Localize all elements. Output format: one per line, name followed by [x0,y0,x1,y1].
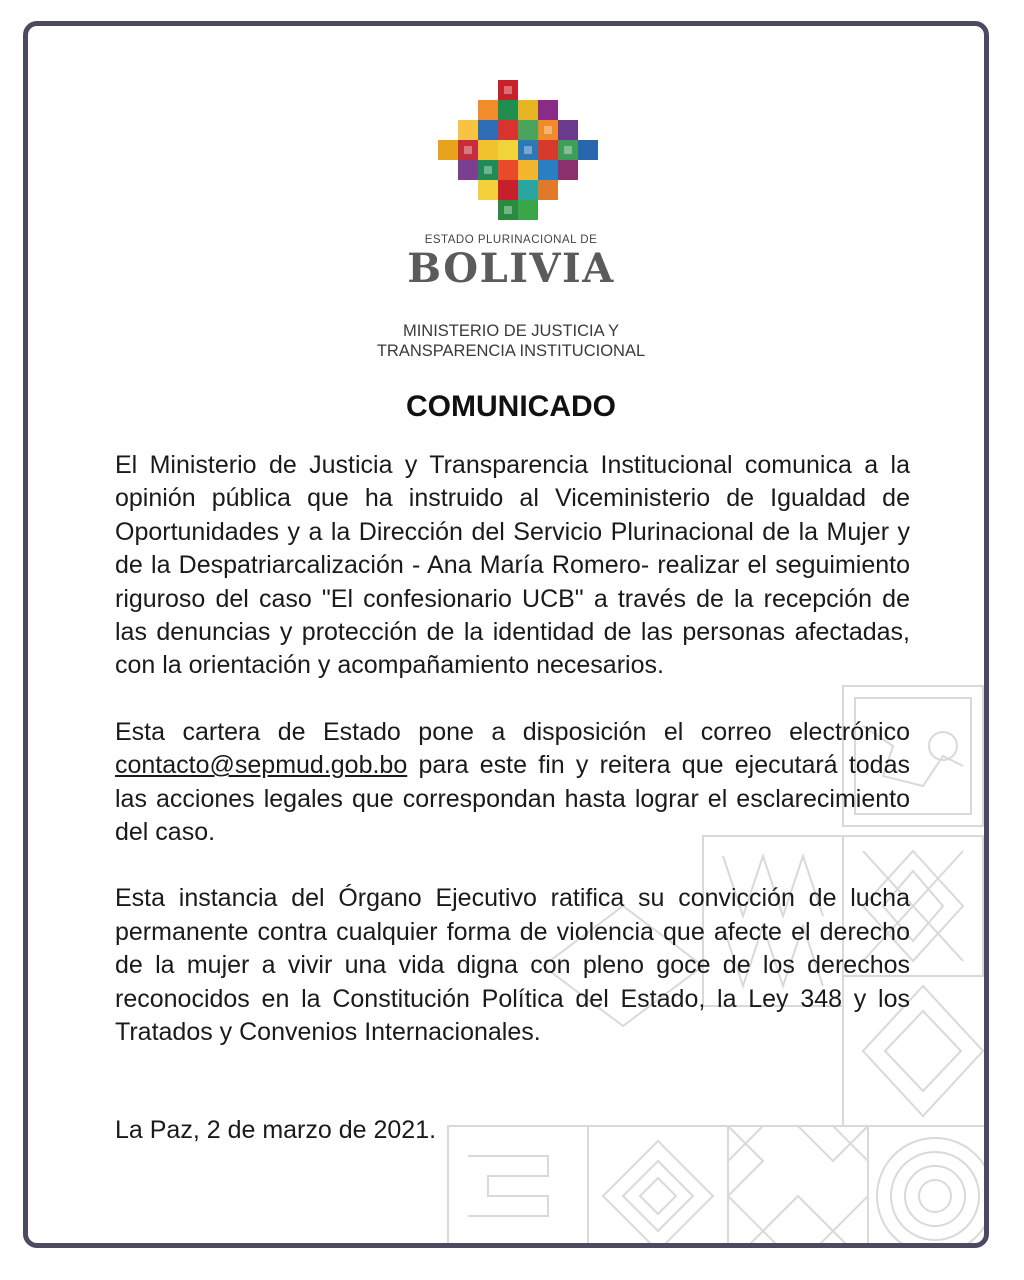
ministry-line-2: TRANSPARENCIA INSTITUCIONAL [376,342,646,360]
paragraph-2 [115,716,910,850]
country-wordmark: BOLIVIA [407,245,615,292]
ministry-name [28,321,989,361]
document-body [115,449,910,1083]
paragraph-2-rest: para este fin y reitera que ejecutará todas las acciones legales que correspondan hasta lograr el esclarecimiento del caso. [115,751,910,847]
paragraph-2-lead: Esta cartera de Estado pone a disposición el correo electrónico [115,717,910,746]
chakana-emblem-icon [438,74,598,234]
estado-plurinacional-label: ESTADO PLURINACIONAL DE [424,234,598,246]
ministry-line-1: MINISTERIO DE JUSTICIA Y [402,322,620,340]
paragraph-3: Esta instancia del Órgano Ejecutivo ratifica su convicción de lucha permanente contra cualquier forma de violencia que afecte el derecho de la mujer a vivir una vida digna con pleno goce de los derechos reconocidos en la Constitución Política del Estado, la Ley 348 y los Tratados y Convenios Internacionales. [115,884,910,1047]
contact-email-link[interactable]: contacto@sepmud.gob.bo [115,751,408,780]
document-frame [23,21,989,1248]
paragraph-1: El Ministerio de Justicia y Transparencia Institucional comunica a la opinión pública que ha instruido al Viceministerio de Igualdad de Oportunidades y a la Dirección del Servicio Plurinacional de la Mujer y de la Despatriarcalización - Ana María Romero- realizar el seguimiento riguroso del caso "El confesionario UCB" a través de la recepción de las denuncias y protección de la identidad de las personas afectadas, con la orientación y acompañamiento necesarios. [115,451,910,680]
closing-date: La Paz, 2 de marzo de 2021. [115,1116,437,1144]
document-title: COMUNICADO [406,390,616,423]
